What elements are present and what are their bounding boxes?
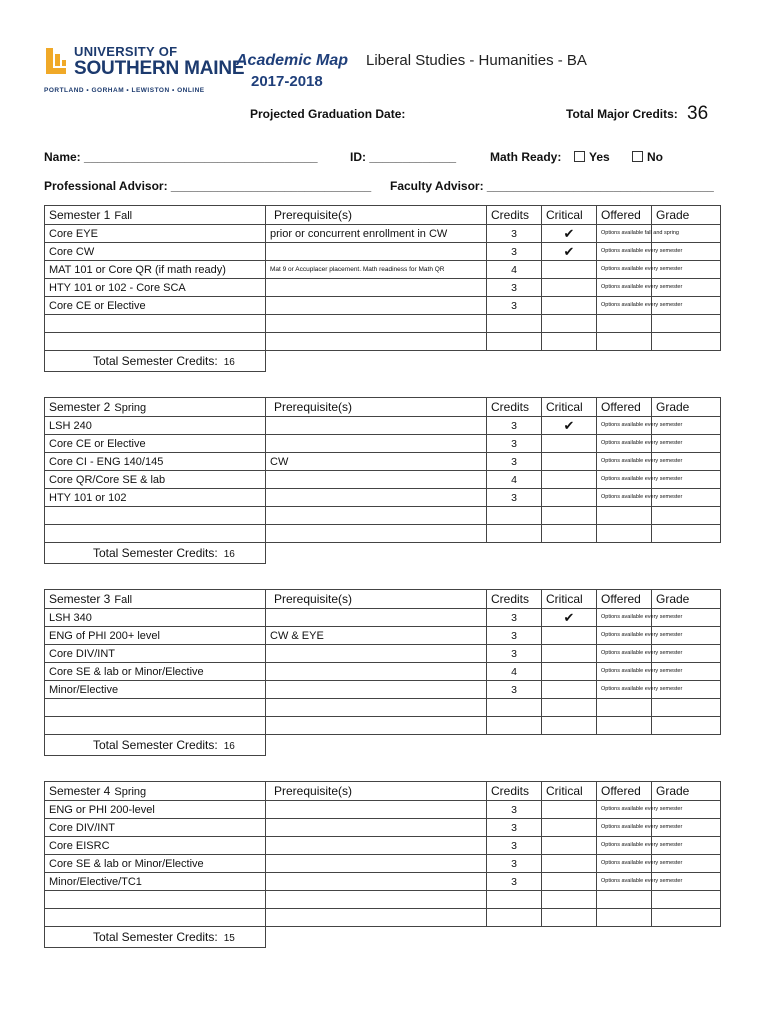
course-critical <box>542 507 597 525</box>
grade-cell[interactable] <box>652 507 721 525</box>
course-name: Core CE or Elective <box>45 297 266 315</box>
course-name <box>45 507 266 525</box>
critical-header: Critical <box>542 206 597 225</box>
course-credits: 3 <box>487 837 542 855</box>
total-major-credits-value: 36 <box>687 103 709 124</box>
course-name: Core EYE <box>45 225 266 243</box>
total-cell <box>45 735 266 756</box>
course-name: Core DIV/INT <box>45 645 266 663</box>
prereq-header: Prerequisite(s) <box>266 206 487 225</box>
course-name: Core DIV/INT <box>45 819 266 837</box>
course-name <box>45 909 266 927</box>
course-prereq <box>266 243 487 261</box>
total-row <box>45 351 721 372</box>
no-label: No <box>647 150 663 164</box>
faculty-advisor-field[interactable]: Faculty Advisor: __________________________________ <box>390 179 714 193</box>
course-row <box>45 645 721 663</box>
course-critical <box>542 855 597 873</box>
prereq-header: Prerequisite(s) <box>266 398 487 417</box>
course-credits: 3 <box>487 279 542 297</box>
course-offered: Options available every semester <box>597 855 652 873</box>
yes-label: Yes <box>589 150 610 164</box>
course-row <box>45 609 721 627</box>
grade-cell[interactable] <box>652 699 721 717</box>
semester-heading <box>45 782 266 801</box>
critical-header: Critical <box>542 398 597 417</box>
course-critical <box>542 261 597 279</box>
total-semester-credits-label: Total Semester Credits: <box>93 738 218 752</box>
course-offered: Options available every semester <box>597 279 652 297</box>
course-critical <box>542 873 597 891</box>
projected-graduation-label: Projected Graduation Date: <box>250 107 406 121</box>
course-critical <box>542 453 597 471</box>
total-semester-credits-value: 16 <box>223 357 235 368</box>
course-row <box>45 333 721 351</box>
course-offered <box>597 717 652 735</box>
semester-term: Spring <box>114 786 147 798</box>
grade-header: Grade <box>652 782 721 801</box>
course-critical: ✔ <box>542 417 597 435</box>
prereq-header: Prerequisite(s) <box>266 782 487 801</box>
grade-header: Grade <box>652 398 721 417</box>
course-prereq <box>266 489 487 507</box>
course-prereq <box>266 855 487 873</box>
course-prereq <box>266 297 487 315</box>
total-semester-credits-value: 16 <box>223 741 235 752</box>
program-name: Liberal Studies - Humanities - BA <box>366 52 587 69</box>
course-offered: Options available every semester <box>597 261 652 279</box>
header-row <box>45 398 721 417</box>
course-critical: ✔ <box>542 225 597 243</box>
course-critical <box>542 837 597 855</box>
total-row <box>45 927 721 948</box>
course-offered: Options available every semester <box>597 489 652 507</box>
course-prereq: CW <box>266 453 487 471</box>
course-prereq: CW & EYE <box>266 627 487 645</box>
semester-term: Fall <box>114 210 133 222</box>
course-critical <box>542 699 597 717</box>
offered-header: Offered <box>597 590 652 609</box>
course-row <box>45 507 721 525</box>
course-prereq <box>266 525 487 543</box>
course-credits <box>487 525 542 543</box>
semester-label: Semester 3 <box>49 592 111 606</box>
grade-cell[interactable] <box>652 525 721 543</box>
course-row <box>45 417 721 435</box>
course-critical <box>542 681 597 699</box>
course-offered <box>597 699 652 717</box>
course-offered: Options available every semester <box>597 819 652 837</box>
course-credits <box>487 507 542 525</box>
course-name: Core EISRC <box>45 837 266 855</box>
course-prereq <box>266 837 487 855</box>
course-prereq <box>266 801 487 819</box>
course-critical <box>542 315 597 333</box>
offered-header: Offered <box>597 206 652 225</box>
course-credits <box>487 891 542 909</box>
critical-header: Critical <box>542 782 597 801</box>
course-credits <box>487 333 542 351</box>
course-row <box>45 627 721 645</box>
total-semester-credits-label: Total Semester Credits: <box>93 546 218 560</box>
course-offered: Options available every semester <box>597 453 652 471</box>
semester-label: Semester 4 <box>49 784 111 798</box>
course-critical <box>542 801 597 819</box>
course-row <box>45 243 721 261</box>
grade-header: Grade <box>652 206 721 225</box>
credits-header: Credits <box>487 782 542 801</box>
total-cell <box>45 927 266 948</box>
course-name <box>45 333 266 351</box>
course-name: Minor/Elective <box>45 681 266 699</box>
course-prereq <box>266 873 487 891</box>
semester-heading <box>45 590 266 609</box>
course-offered <box>597 909 652 927</box>
grade-cell[interactable] <box>652 717 721 735</box>
course-row <box>45 279 721 297</box>
no-checkbox[interactable] <box>632 151 643 162</box>
course-credits: 3 <box>487 225 542 243</box>
credits-header: Credits <box>487 206 542 225</box>
course-offered: Options available fall and spring <box>597 225 652 243</box>
math-ready-yes[interactable] <box>574 150 610 164</box>
course-prereq <box>266 909 487 927</box>
credits-header: Credits <box>487 398 542 417</box>
course-credits: 3 <box>487 489 542 507</box>
course-credits: 3 <box>487 645 542 663</box>
course-critical <box>542 645 597 663</box>
course-credits: 4 <box>487 261 542 279</box>
course-prereq <box>266 663 487 681</box>
usm-logo <box>44 44 245 100</box>
course-name: HTY 101 or 102 - Core SCA <box>45 279 266 297</box>
course-critical <box>542 297 597 315</box>
total-major-credits-label: Total Major Credits: <box>566 107 678 121</box>
logo-university-of: UNIVERSITY OF <box>74 44 178 59</box>
course-name: ENG of PHI 200+ level <box>45 627 266 645</box>
course-prereq <box>266 417 487 435</box>
total-semester-credits-label: Total Semester Credits: <box>93 354 218 368</box>
course-offered: Options available every semester <box>597 417 652 435</box>
course-prereq: prior or concurrent enrollment in CW <box>266 225 487 243</box>
course-name: ENG or PHI 200-level <box>45 801 266 819</box>
course-name <box>45 699 266 717</box>
course-row <box>45 909 721 927</box>
course-critical <box>542 333 597 351</box>
course-row <box>45 489 721 507</box>
course-offered: Options available every semester <box>597 873 652 891</box>
id-field[interactable]: ID: _____________ <box>350 150 457 164</box>
course-row <box>45 663 721 681</box>
grade-cell[interactable] <box>652 909 721 927</box>
course-prereq <box>266 717 487 735</box>
course-name <box>45 891 266 909</box>
course-credits <box>487 909 542 927</box>
doc-title: Academic Map <box>236 52 349 69</box>
course-name: Core QR/Core SE & lab <box>45 471 266 489</box>
course-credits: 3 <box>487 819 542 837</box>
course-row <box>45 525 721 543</box>
course-row <box>45 471 721 489</box>
course-critical <box>542 819 597 837</box>
course-name <box>45 315 266 333</box>
course-credits <box>487 699 542 717</box>
course-offered: Options available every semester <box>597 663 652 681</box>
total-semester-credits-value: 16 <box>223 549 235 560</box>
course-offered <box>597 891 652 909</box>
course-credits: 3 <box>487 609 542 627</box>
semester-heading <box>45 206 266 225</box>
course-credits: 3 <box>487 453 542 471</box>
course-offered: Options available every semester <box>597 609 652 627</box>
course-row <box>45 261 721 279</box>
course-credits: 4 <box>487 471 542 489</box>
semester-heading <box>45 398 266 417</box>
course-critical <box>542 909 597 927</box>
logo-campuses: PORTLAND • GORHAM • LEWISTON • ONLINE <box>44 87 205 94</box>
course-offered: Options available every semester <box>597 471 652 489</box>
course-critical <box>542 717 597 735</box>
grade-cell[interactable] <box>652 333 721 351</box>
course-credits: 3 <box>487 243 542 261</box>
course-credits: 3 <box>487 681 542 699</box>
course-credits: 3 <box>487 297 542 315</box>
course-name: Core CW <box>45 243 266 261</box>
course-offered <box>597 315 652 333</box>
course-row <box>45 873 721 891</box>
course-offered: Options available every semester <box>597 801 652 819</box>
offered-header: Offered <box>597 782 652 801</box>
math-ready-label: Math Ready: <box>490 150 562 164</box>
course-credits: 3 <box>487 435 542 453</box>
course-prereq <box>266 471 487 489</box>
course-name: Core CI - ENG 140/145 <box>45 453 266 471</box>
course-name <box>45 525 266 543</box>
course-offered <box>597 333 652 351</box>
course-name: MAT 101 or Core QR (if math ready) <box>45 261 266 279</box>
course-prereq <box>266 699 487 717</box>
course-row <box>45 837 721 855</box>
course-offered: Options available every semester <box>597 837 652 855</box>
total-row <box>45 735 721 756</box>
course-row <box>45 699 721 717</box>
course-name: LSH 340 <box>45 609 266 627</box>
grade-header: Grade <box>652 590 721 609</box>
course-row <box>45 453 721 471</box>
course-row <box>45 681 721 699</box>
course-critical <box>542 279 597 297</box>
course-prereq <box>266 435 487 453</box>
prereq-header: Prerequisite(s) <box>266 590 487 609</box>
critical-header: Critical <box>542 590 597 609</box>
header-row <box>45 782 721 801</box>
course-row <box>45 855 721 873</box>
course-offered: Options available every semester <box>597 243 652 261</box>
course-row <box>45 891 721 909</box>
course-critical: ✔ <box>542 609 597 627</box>
professional-advisor-field[interactable]: Professional Advisor: ______________________________ <box>44 179 372 193</box>
course-name: HTY 101 or 102 <box>45 489 266 507</box>
course-offered: Options available every semester <box>597 645 652 663</box>
course-row <box>45 435 721 453</box>
course-row <box>45 801 721 819</box>
course-critical: ✔ <box>542 243 597 261</box>
yes-checkbox[interactable] <box>574 151 585 162</box>
header-row <box>45 590 721 609</box>
course-row <box>45 315 721 333</box>
offered-header: Offered <box>597 398 652 417</box>
course-critical <box>542 435 597 453</box>
course-critical <box>542 471 597 489</box>
course-row <box>45 717 721 735</box>
course-credits: 3 <box>487 873 542 891</box>
total-row <box>45 543 721 564</box>
math-ready-no[interactable] <box>632 150 663 164</box>
course-name: Core CE or Elective <box>45 435 266 453</box>
course-offered: Options available every semester <box>597 297 652 315</box>
semester-2-table <box>44 397 721 564</box>
course-critical <box>542 627 597 645</box>
course-critical <box>542 489 597 507</box>
course-prereq <box>266 315 487 333</box>
credits-header: Credits <box>487 590 542 609</box>
name-field[interactable]: Name: ___________________________________ <box>44 150 318 164</box>
course-credits: 3 <box>487 627 542 645</box>
usm-logo-icon <box>44 46 68 80</box>
total-semester-credits-value: 15 <box>223 933 235 944</box>
course-row <box>45 819 721 837</box>
total-cell <box>45 351 266 372</box>
course-name <box>45 717 266 735</box>
course-prereq <box>266 645 487 663</box>
semester-4-table <box>44 781 721 948</box>
course-credits: 4 <box>487 663 542 681</box>
course-credits: 3 <box>487 801 542 819</box>
semester-term: Fall <box>114 594 133 606</box>
semester-3-table <box>44 589 721 756</box>
total-semester-credits-label: Total Semester Credits: <box>93 930 218 944</box>
course-offered <box>597 525 652 543</box>
course-offered: Options available every semester <box>597 681 652 699</box>
semester-label: Semester 1 <box>49 208 111 222</box>
semester-term: Spring <box>114 402 147 414</box>
course-offered: Options available every semester <box>597 627 652 645</box>
course-prereq <box>266 507 487 525</box>
course-row <box>45 225 721 243</box>
course-name: Core SE & lab or Minor/Elective <box>45 855 266 873</box>
course-prereq <box>266 333 487 351</box>
course-name: Core SE & lab or Minor/Elective <box>45 663 266 681</box>
course-prereq <box>266 279 487 297</box>
doc-year: 2017-2018 <box>251 73 323 90</box>
grade-cell[interactable] <box>652 891 721 909</box>
course-prereq <box>266 891 487 909</box>
header-row <box>45 206 721 225</box>
semester-label: Semester 2 <box>49 400 111 414</box>
course-credits: 3 <box>487 417 542 435</box>
course-prereq: Mat 9 or Accuplacer placement. Math readiness for Math QR <box>266 261 487 279</box>
course-name: LSH 240 <box>45 417 266 435</box>
course-credits: 3 <box>487 855 542 873</box>
semester-1-table <box>44 205 721 372</box>
course-prereq <box>266 681 487 699</box>
course-credits <box>487 717 542 735</box>
logo-southern-maine: SOUTHERN MAINE <box>74 58 245 79</box>
grade-cell[interactable] <box>652 315 721 333</box>
total-cell <box>45 543 266 564</box>
course-credits <box>487 315 542 333</box>
course-prereq <box>266 819 487 837</box>
course-offered <box>597 507 652 525</box>
course-name: Minor/Elective/TC1 <box>45 873 266 891</box>
course-row <box>45 297 721 315</box>
course-prereq <box>266 609 487 627</box>
course-critical <box>542 891 597 909</box>
course-critical <box>542 525 597 543</box>
course-offered: Options available every semester <box>597 435 652 453</box>
course-critical <box>542 663 597 681</box>
